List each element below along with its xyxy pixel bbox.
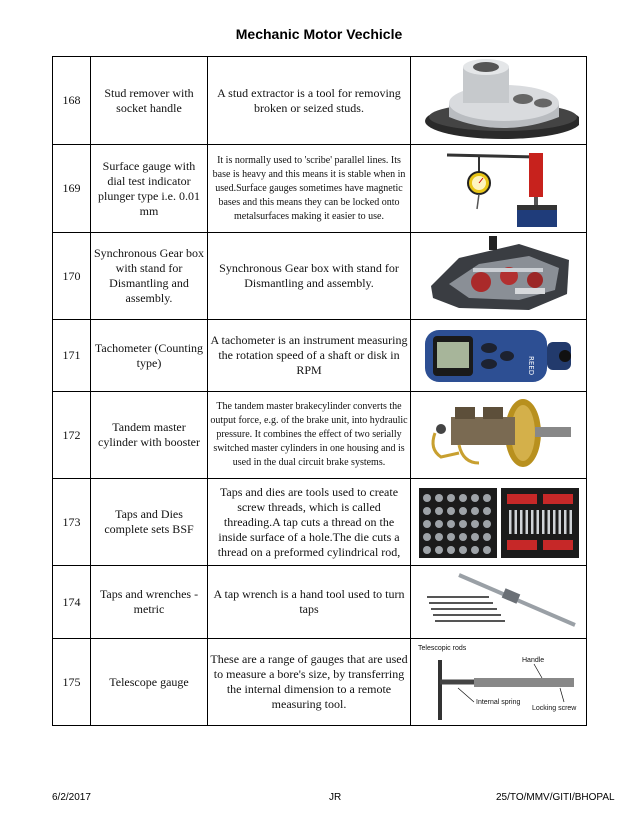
- stud-extractor-image: [411, 57, 587, 145]
- table-row: [53, 639, 587, 726]
- tool-name: Tachometer (Counting type): [91, 320, 208, 392]
- label-handle: Handle: [521, 657, 544, 664]
- table-row: [53, 320, 587, 392]
- tool-description: A tap wrench is a hand tool used to turn taps: [208, 566, 411, 639]
- table-row: [53, 145, 587, 233]
- telescope-gauge-image: [411, 639, 587, 726]
- label-locking-screw: Locking screw: [531, 705, 576, 712]
- footer-date: 6/2/2017: [52, 792, 91, 803]
- surface-gauge-image: [411, 145, 587, 233]
- row-number: 173: [53, 479, 91, 566]
- footer-initials: JR: [329, 792, 342, 803]
- footer-code: 25/TO/MMV/GITI/BHOPAL: [496, 792, 615, 803]
- tool-name: Stud remover with socket handle: [91, 57, 208, 145]
- tool-description: A tachometer is an instrument measuring the rotation speed of a shaft or disk in RPM: [208, 320, 411, 392]
- row-number: 170: [53, 233, 91, 320]
- tool-name: Synchronous Gear box with stand for Dismantling and assembly.: [91, 233, 208, 320]
- tachometer-image: [411, 320, 587, 392]
- label-telescopic: Telescopic rods: [417, 645, 466, 652]
- tools-table: [52, 56, 587, 726]
- table-row: [53, 392, 587, 479]
- row-number: 168: [53, 57, 91, 145]
- taps-dies-set-image: [411, 479, 587, 566]
- tool-name: Taps and wrenches - metric: [91, 566, 208, 639]
- tool-description: It is normally used to 'scribe' parallel lines. Its base is heavy and this means it is stable when in used.Surface gauges sometimes have magnetic bases and this means they can be locked onto metalsurfaces making it easier to use.: [208, 145, 411, 233]
- table-row: [53, 479, 587, 566]
- row-number: 175: [53, 639, 91, 726]
- tool-name: Surface gauge with dial test indicator plunger type i.e. 0.01 mm: [91, 145, 208, 233]
- page-title: Mechanic Motor Vechicle: [235, 26, 403, 42]
- gearbox-image: [411, 233, 587, 320]
- brand-label: REED: [526, 355, 535, 375]
- tool-description: A stud extractor is a tool for removing broken or seized studs.: [208, 57, 411, 145]
- tool-description: Synchronous Gear box with stand for Dismantling and assembly.: [208, 233, 411, 320]
- tool-name: Tandem master cylinder with booster: [91, 392, 208, 479]
- tap-wrench-image: [411, 566, 587, 639]
- tool-description: These are a range of gauges that are used to measure a bore's size, by transferring the internal dimension to a remote measuring tool.: [208, 639, 411, 726]
- tool-name: Taps and Dies complete sets BSF: [91, 479, 208, 566]
- row-number: 171: [53, 320, 91, 392]
- table-row: [53, 57, 587, 145]
- row-number: 174: [53, 566, 91, 639]
- label-internal-spring: Internal spring: [475, 699, 520, 706]
- table-row: [53, 233, 587, 320]
- tool-name: Telescope gauge: [91, 639, 208, 726]
- master-cylinder-image: [411, 392, 587, 479]
- row-number: 172: [53, 392, 91, 479]
- tool-description: The tandem master brakecylinder converts the output force, e.g. of the brake unit, into hydraulic pressure. It combines the effect of two serially switched master cylinders in one housing and is used in the dual circuit brake systems.: [208, 392, 411, 479]
- table-row: [53, 566, 587, 639]
- tool-description: Taps and dies are tools used to create screw threads, which is called threading.A tap cuts a thread on the inside surface of a hole.The die cuts a thread on a preformed cylindrical rod,: [208, 479, 411, 566]
- row-number: 169: [53, 145, 91, 233]
